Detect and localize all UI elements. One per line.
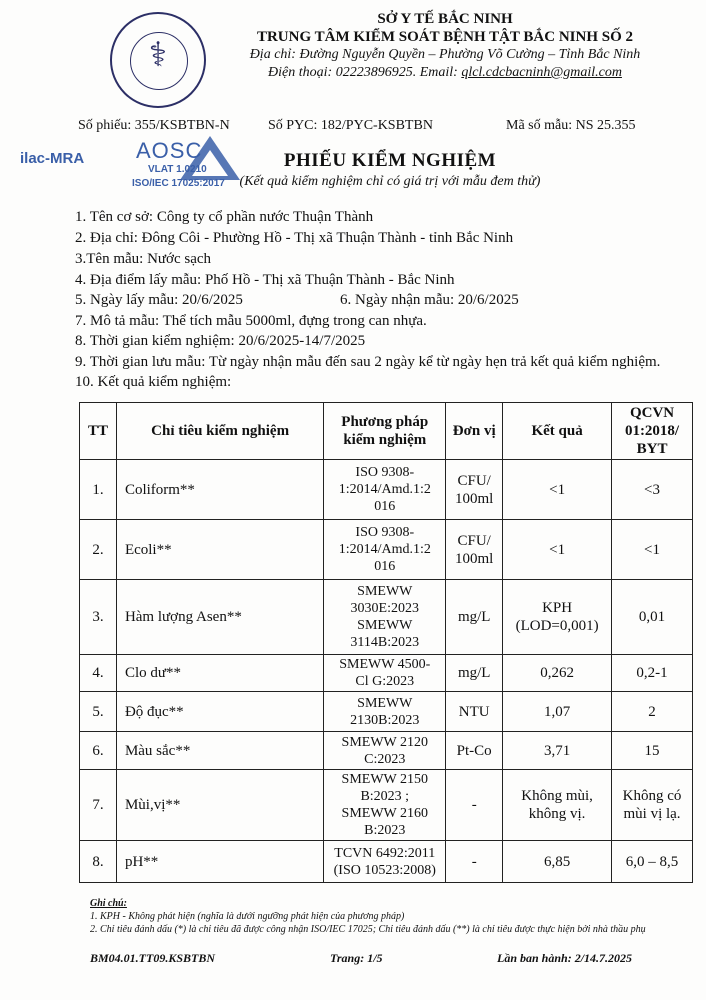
test-method: SMEWW 3030E:2023 SMEWW 3114B:2023: [324, 580, 446, 655]
notes: [90, 897, 690, 936]
table-row: [80, 732, 693, 770]
parameter-name: Hàm lượng Asen**: [116, 580, 323, 655]
info-sample-name: 3.Tên mẫu: Nước sạch: [75, 251, 212, 267]
row-number: 1.: [80, 460, 117, 520]
info-test-period: 8. Thời gian kiểm nghiệm: 20/6/2025-14/7/2025: [75, 333, 366, 349]
header-method: Phương pháp kiểm nghiệm: [324, 403, 446, 460]
center-address: Địa chỉ: Đường Nguyễn Quyền – Phường Võ Cường – Tỉnh Bắc Ninh: [249, 47, 641, 62]
result-value: KPH (LOD=0,001): [503, 580, 612, 655]
info-results-heading: 10. Kết quả kiểm nghiệm:: [75, 374, 232, 390]
header-name: Chỉ tiêu kiểm nghiệm: [116, 403, 323, 460]
note-2: 2. Chỉ tiêu đánh dấu (*) là chỉ tiêu đã được công nhận ISO/IEC 17025; Chỉ tiêu đánh dấu (**) là chỉ tiêu được thực hiện bởi nhà thầu phụ: [90, 924, 646, 935]
center-contact: [210, 64, 680, 82]
result-value: 0,262: [503, 655, 612, 692]
vlat-label: VLAT 1.0210: [148, 164, 207, 175]
issue-info: Lần ban hành: 2/14.7.2025: [497, 951, 633, 965]
parameter-name: pH**: [116, 841, 323, 883]
table-row: [80, 520, 693, 580]
row-number: 3.: [80, 580, 117, 655]
standard-limit: 0,01: [612, 580, 693, 655]
test-method: SMEWW 2130B:2023: [324, 692, 446, 732]
test-method: ISO 9308- 1:2014/Amd.1:2 016: [324, 460, 446, 520]
result-value: 1,07: [503, 692, 612, 732]
parameter-name: Coliform**: [116, 460, 323, 520]
test-method: TCVN 6492:2011 (ISO 10523:2008): [324, 841, 446, 883]
test-method: ISO 9308- 1:2014/Amd.1:2 016: [324, 520, 446, 580]
request-number: Số PYC: 182/PYC-KSBTBN: [268, 118, 433, 133]
standard-limit: 6,0 – 8,5: [612, 841, 693, 883]
header-result: Kết quả: [503, 403, 612, 460]
info-description: 7. Mô tả mẫu: Thể tích mẫu 5000ml, đựng trong can nhựa.: [75, 313, 427, 329]
letterhead: [210, 10, 680, 82]
unit: Pt-Co: [446, 732, 503, 770]
result-value: <1: [503, 520, 612, 580]
header-unit: Đơn vị: [446, 403, 503, 460]
standard-limit: Không có mùi vị lạ.: [612, 770, 693, 841]
result-value: <1: [503, 460, 612, 520]
ilac-mra-logo: ilac-MRA: [20, 150, 85, 167]
organization-seal: [110, 12, 206, 108]
test-method: SMEWW 2150 B:2023 ; SMEWW 2160 B:2023: [324, 770, 446, 841]
standard-limit: 2: [612, 692, 693, 732]
info-facility: 1. Tên cơ sở: Công ty cổ phần nước Thuận Thành: [75, 209, 374, 225]
unit: NTU: [446, 692, 503, 732]
result-value: 3,71: [503, 732, 612, 770]
parameter-name: Độ đục**: [116, 692, 323, 732]
center-name: TRUNG TÂM KIỂM SOÁT BỆNH TẬT BẮC NINH SỐ 2: [256, 29, 634, 45]
standard-limit: 15: [612, 732, 693, 770]
page-title: PHIẾU KIỂM NGHIỆM: [283, 150, 497, 171]
table-row: [80, 580, 693, 655]
parameter-name: Màu sắc**: [116, 732, 323, 770]
page-number: Trang: 1/5: [330, 951, 383, 965]
iso-label: ISO/IEC 17025:2017: [132, 178, 225, 189]
contact-email[interactable]: qlcl.cdcbacninh@gmail.com: [461, 65, 622, 80]
row-number: 6.: [80, 732, 117, 770]
standard-limit: <3: [612, 460, 693, 520]
parameter-name: Ecoli**: [116, 520, 323, 580]
note-1: 1. KPH - Không phát hiện (nghĩa là dưới ngưỡng phát hiện của phương pháp): [90, 911, 405, 922]
results-table: [79, 402, 693, 883]
unit: mg/L: [446, 655, 503, 692]
row-number: 7.: [80, 770, 117, 841]
result-value: 6,85: [503, 841, 612, 883]
table-row: [80, 770, 693, 841]
test-method: SMEWW 2120 C:2023: [324, 732, 446, 770]
info-sampling-location: 4. Địa điểm lấy mẫu: Phố Hồ - Thị xã Thuận Thành - Bắc Ninh: [75, 272, 455, 288]
test-method: SMEWW 4500- Cl G:2023: [324, 655, 446, 692]
report-number: Số phiếu: 355/KSBTBN-N: [78, 118, 230, 133]
standard-limit: <1: [612, 520, 693, 580]
aosc-label: AOSC: [136, 138, 203, 163]
sample-code: Mã số mẫu: NS 25.355: [506, 118, 636, 133]
header-tt: TT: [80, 403, 117, 460]
unit: mg/L: [446, 580, 503, 655]
table-row: [80, 655, 693, 692]
table-row: [80, 692, 693, 732]
unit: -: [446, 770, 503, 841]
standard-limit: 0,2-1: [612, 655, 693, 692]
parameter-name: Mùi,vị**: [116, 770, 323, 841]
parameter-name: Clo dư**: [116, 655, 323, 692]
header-standard: QCVN 01:2018/ BYT: [612, 403, 693, 460]
table-row: [80, 841, 693, 883]
department-name: SỞ Y TẾ BẮC NINH: [377, 11, 513, 27]
table-header-row: [80, 403, 693, 460]
row-number: 4.: [80, 655, 117, 692]
row-number: 5.: [80, 692, 117, 732]
info-storage-time: 9. Thời gian lưu mẫu: Từ ngày nhận mẫu đến sau 2 ngày kể từ ngày hẹn trả kết quả kiểm nghiệm.: [75, 354, 661, 370]
info-address: 2. Địa chỉ: Đông Côi - Phường Hồ - Thị xã Thuận Thành - tỉnh Bắc Ninh: [75, 230, 514, 246]
page-subtitle: (Kết quả kiểm nghiệm chỉ có giá trị với mẫu đem thử): [239, 174, 541, 189]
unit: -: [446, 841, 503, 883]
contact-phone: Điện thoại: 02223896925. Email:: [268, 65, 462, 80]
info-receipt-date: 6. Ngày nhận mẫu: 20/6/2025: [340, 292, 519, 308]
unit: CFU/ 100ml: [446, 520, 503, 580]
caduceus-icon: ⚕: [148, 37, 168, 74]
table-row: [80, 460, 693, 520]
row-number: 8.: [80, 841, 117, 883]
unit: CFU/ 100ml: [446, 460, 503, 520]
info-sampling-date: 5. Ngày lấy mẫu: 20/6/2025: [75, 292, 243, 308]
result-value: Không mùi, không vị.: [503, 770, 612, 841]
form-code: BM04.01.TT09.KSBTBN: [90, 951, 216, 965]
notes-title: Ghi chú:: [90, 898, 127, 909]
row-number: 2.: [80, 520, 117, 580]
